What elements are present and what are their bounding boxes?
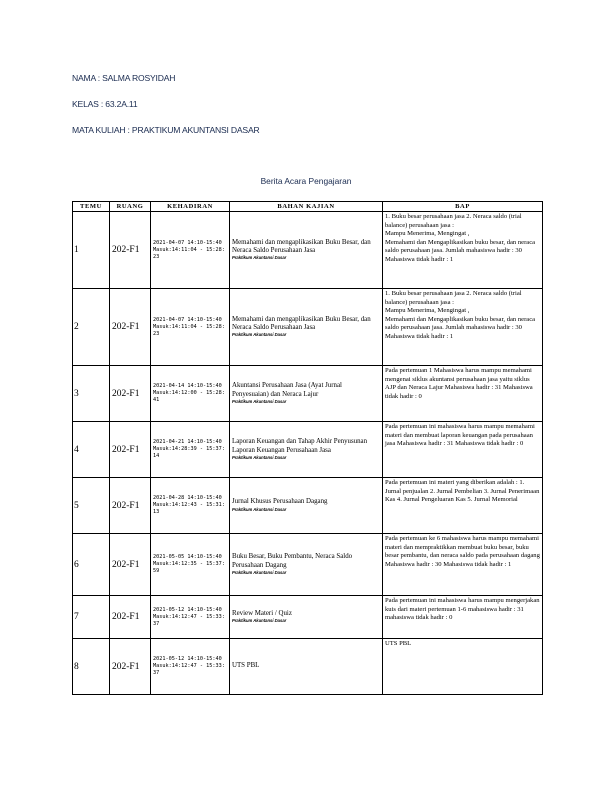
study-material-text: Buku Besar, Buku Pembantu, Neraca Saldo Perusahaan Dagang (232, 553, 353, 569)
bap-notes (383, 639, 543, 695)
attendance (151, 366, 230, 422)
room (110, 366, 151, 422)
bap-notes (383, 422, 543, 478)
bap-notes (383, 478, 543, 534)
course-name: MATA KULIAH : PRAKTIKUM AKUNTANSI DASAR (72, 125, 260, 135)
meeting-number (73, 478, 110, 534)
teaching-record-table (72, 201, 543, 695)
attendance (151, 422, 230, 478)
meeting-number-text: 3 (74, 388, 79, 399)
room (110, 534, 151, 596)
attendance (151, 289, 230, 366)
table-row (73, 639, 543, 695)
study-material (230, 289, 383, 366)
attendance-text: 2021-04-07 14:10-15:40 Masuk:14:11:04 - 15:28:23 (153, 239, 225, 260)
room (110, 289, 151, 366)
room-text: 202-F1 (112, 245, 140, 255)
bap-notes-text: Pada pertemuan ini mahasiswa harus mampu mengerjakan kuis dari materi pertemuan 1-6 mahasiswa hadir : 31 mahasiswa tidak hadir : 0 (385, 597, 540, 622)
bap-notes (383, 289, 543, 366)
meeting-number (73, 289, 110, 366)
attendance-text: 2021-05-12 14:10-15:40 Masuk:14:12:47 - 15:33:37 (153, 606, 225, 627)
room-text: 202-F1 (112, 500, 140, 511)
meeting-number-text: 6 (74, 559, 79, 570)
study-material (230, 366, 383, 422)
table-row (73, 366, 543, 422)
study-material-text: Memahami dan mengaplikasikan Buku Besar, dan Neraca Saldo Perusahaan Jasa (232, 315, 371, 331)
course-subtitle: Praktikum Akuntansi Dasar (232, 398, 287, 404)
room (110, 596, 151, 639)
attendance-text: 2021-04-28 14:10-15:40 Masuk:14:12:43 - 15:31:13 (153, 495, 225, 515)
study-material (230, 212, 383, 289)
room-text: 202-F1 (112, 661, 140, 672)
bap-notes-text: 1. Buku besar perusahaan jasa 2. Neraca saldo (trial balance) perusahaan jasa : Mampu Menerima, Mengingat , Memahami dan Mengaplikasikan buku besar, dan neraca saldo perusahaan jasa. Jumlah mahasiswa hadir : 30 Mahasiswa tidak hadir : 1 (385, 290, 536, 340)
room-text: 202-F1 (112, 388, 140, 399)
room (110, 478, 151, 534)
study-material (230, 639, 383, 695)
table-header-row (73, 202, 543, 212)
table-row (73, 596, 543, 639)
study-material-text: Laporan Keuangan dan Tahap Akhir Penyusunan Laporan Keuangan Perusahaan Jasa (232, 438, 368, 454)
header-bahan-kajian: BAHAN KAJIAN (230, 202, 383, 212)
room (110, 422, 151, 478)
bap-notes-text: Pada pertemuan 1 Mahasiswa harus mampu memahami mengenai siklus akuntansi perusahaan jasa yaitu siklus AJP dan Neraca Lajur Mahasiswa hadir : 31 Mahasiswa tidak hadir : 0 (385, 367, 533, 400)
bap-notes-text: Pada pertemuan ini mahasiswa harus mampu memahami materi dan membuat laporan keuangan pada perusahaan jasa Mahasiswa hadir : 31 Mahasiswa tidak hadir : 0 (385, 423, 535, 448)
bap-notes (383, 366, 543, 422)
bap-notes (383, 596, 543, 639)
study-material-text: UTS PBL (232, 662, 260, 670)
meeting-number-text: 4 (74, 444, 79, 455)
bap-notes-text: UTS PBL (385, 640, 412, 647)
meeting-number (73, 366, 110, 422)
attendance (151, 639, 230, 695)
room-text: 202-F1 (112, 322, 140, 332)
study-material (230, 596, 383, 639)
course-subtitle: Praktikum Akuntansi Dasar (232, 618, 287, 624)
attendance (151, 534, 230, 596)
study-material-text: Jurnal Khusus Perusahaan Dagang (232, 498, 328, 506)
table-row (73, 534, 543, 596)
study-material-text: Akuntansi Perusahaan Jasa (Ayat Jurnal Penyesuaian) dan Neraca Lajur (232, 382, 342, 398)
room-text: 202-F1 (112, 559, 140, 570)
study-material-text: Memahami dan mengaplikasikan Buku Besar, dan Neraca Saldo Perusahaan Jasa (232, 238, 371, 254)
meeting-number-text: 7 (74, 612, 79, 622)
table-row (73, 478, 543, 534)
meeting-number (73, 422, 110, 478)
student-class: KELAS : 63.2A.11 (72, 99, 138, 109)
study-material (230, 422, 383, 478)
table-row (73, 422, 543, 478)
study-material-text: Review Materi / Quiz (232, 609, 292, 617)
bap-notes-text: 1. Buku besar perusahaan jasa 2. Neraca saldo (trial balance) perusahaan jasa : Mampu Menerima, Mengingat , Memahami dan Mengaplikasikan buku besar, dan neraca saldo perusahaan jasa. Jumlah mahasiswa hadir : 30 Mahasiswa tidak hadir : 1 (385, 213, 536, 263)
table-row (73, 289, 543, 366)
bap-notes-text: Pada pertemuan ke 6 mahasiswa harus mampu memahami materi dan mempraktikkan membuat buku besar, buku besar pembantu, dan neraca saldo pada perusahaan dagang Mahasiswa hadir : 30 Mahasiswa tidak hadir : 1 (385, 535, 540, 568)
attendance-text: 2021-04-14 14:10-15:40 Masuk:14:12:00 - 15:28:41 (153, 383, 225, 403)
page-title: Berita Acara Pengajaran (260, 176, 352, 186)
meeting-number-text: 1 (74, 245, 79, 255)
student-name: NAMA : SALMA ROSYIDAH (72, 73, 176, 83)
meeting-number-text: 2 (74, 322, 79, 332)
meeting-number-text: 8 (74, 661, 79, 672)
attendance-text: 2021-04-07 14:10-15:40 Masuk:14:11:04 - 15:28:23 (153, 316, 225, 337)
bap-notes (383, 212, 543, 289)
course-subtitle: Praktikum Akuntansi Dasar (232, 569, 287, 575)
attendance-text: 2021-04-21 14:10-15:40 Masuk:14:28:39 - 15:37:14 (153, 439, 225, 459)
attendance (151, 596, 230, 639)
course-subtitle: Praktikum Akuntansi Dasar (232, 332, 287, 338)
table-row (73, 212, 543, 289)
room (110, 639, 151, 695)
meeting-number (73, 212, 110, 289)
attendance-text: 2021-05-05 14:10-15:40 Masuk:14:12:35 - 15:37:59 (153, 554, 225, 574)
header-ruang: RUANG (110, 202, 151, 212)
course-subtitle: Praktikum Akuntansi Dasar (232, 454, 287, 460)
meeting-number (73, 534, 110, 596)
room-text: 202-F1 (112, 612, 140, 622)
meeting-number-text: 5 (74, 500, 79, 511)
header-kehadiran: KEHADIRAN (151, 202, 230, 212)
bap-notes-text: Pada pertemuan ini materi yang diberikan adalah : 1. Jurnal penjualan 2. Jurnal Pembelian 3. Jurnal Penerimaan Kas 4. Jurnal Pengeluaran Kas 5. Jurnal Memorial (385, 479, 540, 504)
study-material (230, 478, 383, 534)
attendance-text: 2021-05-12 14:10-15:40 Masuk:14:12:47 - 15:33:37 (153, 656, 225, 676)
room (110, 212, 151, 289)
meeting-number (73, 639, 110, 695)
header-temu: TEMU (73, 202, 110, 212)
meeting-number (73, 596, 110, 639)
study-material (230, 534, 383, 596)
header-bap: BAP (383, 202, 543, 212)
bap-notes (383, 534, 543, 596)
attendance (151, 212, 230, 289)
course-subtitle: Praktikum Akuntansi Dasar (232, 506, 287, 512)
attendance (151, 478, 230, 534)
course-subtitle: Praktikum Akuntansi Dasar (232, 255, 287, 261)
room-text: 202-F1 (112, 444, 140, 455)
